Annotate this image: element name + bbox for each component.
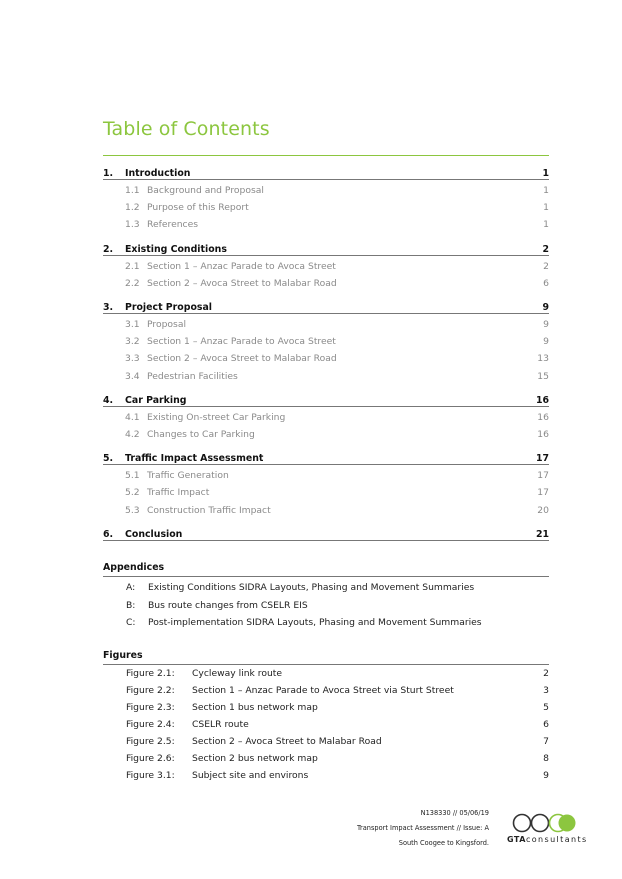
figure-item[interactable] [126,733,549,750]
toc-subsection-row[interactable] [103,501,549,518]
toc-subsection-page: 16 [537,428,549,440]
appendix-letter: B: [126,599,136,611]
toc-subsection-page: 17 [537,487,549,499]
toc-section-page: 9 [542,301,549,313]
toc-subsection-row[interactable] [103,350,549,367]
toc-subsection-page: 20 [537,504,549,516]
toc-subsection-page: 2 [543,260,549,272]
figure-title: Section 1 – Anzac Parade to Avoca Street via Sturt Street [192,685,454,696]
logo-circle-green-fill [559,815,576,832]
toc-subsection-title: Section 2 – Avoca Street to Malabar Road [147,353,337,365]
toc-subsection-title: Pedestrian Facilities [147,370,238,382]
figure-label: Figure 2.6: [126,753,175,764]
figure-page: 8 [543,753,549,764]
figure-label: Figure 2.3: [126,702,175,713]
toc-subsection-title: Changes to Car Parking [147,428,255,440]
figure-title: Subject site and environs [192,770,309,781]
toc-section-title: Traffic Impact Assessment [125,453,264,465]
figure-page: 5 [543,702,549,713]
toc-subsection-title: Proposal [147,319,186,331]
appendix-item[interactable] [126,579,546,597]
title-divider [103,155,549,156]
figures-list [126,665,549,784]
toc-section-page: 16 [535,394,549,406]
toc-subsection-row[interactable] [103,182,549,199]
toc-section-row[interactable] [103,236,549,256]
toc-subsection-title: Traffic Generation [147,470,229,482]
toc-section-row[interactable] [103,387,549,407]
toc-section-page: 1 [542,168,549,179]
toc-section-gap [103,543,549,545]
toc-section-row[interactable] [103,160,549,180]
toc-subsection-page: 9 [543,319,549,331]
toc-subsection-page: 1 [543,185,549,197]
figure-title: Cycleway link route [192,668,283,679]
toc-section-row[interactable] [103,294,549,314]
toc-section-number: 6. [103,528,114,540]
toc-subsection-title: Purpose of this Report [147,202,249,214]
figure-item[interactable] [126,767,549,784]
appendix-title: Post-implementation SIDRA Layouts, Phasing and Movement Summaries [148,617,482,629]
toc-subsection-row[interactable] [103,426,549,443]
toc-subsection-page: 1 [543,202,549,214]
toc-section-number: 1. [103,168,114,179]
appendix-letter: C: [126,617,136,629]
figure-label: Figure 2.4: [126,719,175,730]
figure-item[interactable] [126,682,549,699]
figure-label: Figure 2.1: [126,668,175,679]
toc-subsection-title: Existing On-street Car Parking [147,411,286,423]
toc-section-page: 17 [535,453,549,465]
toc-subsection-number: 3.4 [125,370,140,382]
toc-subsection-row[interactable] [103,409,549,426]
toc-section-page: 21 [535,528,549,540]
toc-subsection-number: 1.1 [125,185,140,197]
toc-subsection-page: 16 [537,411,549,423]
toc-subsection-row[interactable] [103,484,549,501]
figure-title: Section 2 – Avoca Street to Malabar Road [192,736,382,747]
figure-page: 2 [543,668,549,679]
appendix-title: Bus route changes from CSELR EIS [148,599,308,611]
logo-circle-dark-1 [514,815,531,832]
figure-page: 9 [543,770,549,781]
figure-page: 6 [543,719,549,730]
logo-circle-dark-2 [532,815,549,832]
toc-subsection-number: 5.3 [125,504,140,516]
appendix-letter: A: [126,582,136,594]
table-of-contents [103,160,549,545]
toc-subsection-row[interactable] [103,275,549,292]
toc-section-title: Project Proposal [125,301,213,313]
figure-page: 7 [543,736,549,747]
figure-title: Section 2 bus network map [192,753,318,764]
toc-subsection-row[interactable] [103,467,549,484]
page-footer [357,806,489,851]
toc-subsection-number: 5.1 [125,470,140,482]
toc-subsection-page: 17 [537,470,549,482]
toc-subsection-number: 4.1 [125,411,140,423]
toc-section-title: Car Parking [125,394,187,406]
footer-project: South Coogee to Kingsford. [398,839,489,847]
toc-subsection-title: Section 1 – Anzac Parade to Avoca Street [147,260,336,272]
toc-subsection-page: 6 [543,277,549,289]
appendix-item[interactable] [126,614,546,632]
appendices-heading: Appendices [103,562,549,577]
figure-item[interactable] [126,716,549,733]
figures-heading: Figures [103,650,549,665]
figure-title: Section 1 bus network map [192,702,318,713]
toc-section-number: 4. [103,394,114,406]
toc-subsection-title: Traffic Impact [147,487,210,499]
toc-subsection-title: Section 1 – Anzac Parade to Avoca Street [147,336,336,348]
toc-subsection-row[interactable] [103,316,549,333]
toc-section-title: Introduction [125,168,191,179]
toc-subsection-number: 2.2 [125,277,140,289]
toc-subsection-number: 3.3 [125,353,140,365]
toc-subsection-number: 1.3 [125,219,140,231]
appendix-title: Existing Conditions SIDRA Layouts, Phasing and Movement Summaries [148,582,475,594]
toc-subsection-row[interactable] [103,258,549,275]
figure-page: 3 [543,685,549,696]
figure-item[interactable] [126,699,549,716]
figure-label: Figure 3.1: [126,770,175,781]
toc-subsection-number: 3.1 [125,319,140,331]
toc-subsection-row[interactable] [103,216,549,233]
toc-section-page: 2 [542,243,549,255]
toc-section-row[interactable] [103,445,549,465]
toc-subsection-title: Section 2 – Avoca Street to Malabar Road [147,277,337,289]
toc-section-title: Existing Conditions [125,243,227,255]
figure-label: Figure 2.2: [126,685,175,696]
figure-title: CSELR route [192,719,249,730]
toc-subsection-row[interactable] [103,333,549,350]
toc-subsection-page: 1 [543,219,549,231]
appendices-list [126,579,546,632]
toc-subsection-row[interactable] [103,368,549,385]
toc-section-title: Conclusion [125,528,183,540]
appendix-item[interactable] [126,597,546,615]
toc-subsection-page: 9 [543,336,549,348]
toc-subsection-page: 13 [537,353,549,365]
toc-subsection-number: 4.2 [125,428,140,440]
figure-item[interactable] [126,750,549,767]
toc-subsection-number: 2.1 [125,260,140,272]
logo-wordmark: GTAconsultants [507,835,588,844]
toc-section-number: 3. [103,301,114,313]
figure-label: Figure 2.5: [126,736,175,747]
toc-section-number: 2. [103,243,114,255]
figure-item[interactable] [126,665,549,682]
toc-subsection-page: 15 [537,370,549,382]
footer-reference: N138330 // 05/06/19 [420,809,489,817]
toc-subsection-title: Construction Traffic Impact [147,504,271,516]
toc-subsection-row[interactable] [103,199,549,216]
toc-subsection-title: References [147,219,199,231]
toc-section-row[interactable] [103,521,549,541]
footer-report-issue: Transport Impact Assessment // Issue: A [356,824,489,832]
toc-subsection-number: 1.2 [125,202,140,214]
page-title: Table of Contents [103,118,270,140]
toc-subsection-number: 5.2 [125,487,140,499]
toc-subsection-number: 3.2 [125,336,140,348]
toc-subsection-title: Background and Proposal [147,185,264,197]
toc-section-number: 5. [103,453,114,465]
